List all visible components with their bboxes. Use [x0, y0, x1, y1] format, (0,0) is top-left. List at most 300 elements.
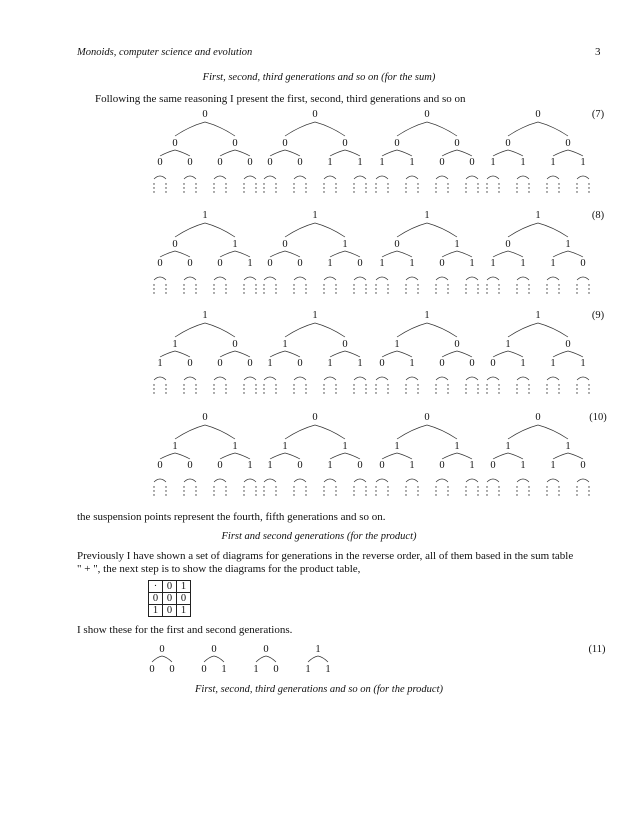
tree-leaf-node: 1: [327, 460, 333, 471]
suspension-dot: [305, 388, 306, 389]
tree-leaf-node: 1: [379, 157, 385, 168]
tree-leaf-node: 0: [157, 460, 163, 471]
suspension-dot: [335, 284, 336, 285]
table-cell: ·: [149, 581, 163, 593]
tree-leaf-node: 1: [357, 358, 363, 369]
suspension-dot: [293, 292, 294, 293]
tree-leaf-node: 0: [157, 157, 163, 168]
suspension-dot: [576, 292, 577, 293]
suspension-dot: [213, 284, 214, 285]
suspension-dot: [353, 494, 354, 495]
suspension-dot: [165, 494, 166, 495]
suspension-dot: [498, 490, 499, 491]
suspension-dot: [528, 191, 529, 192]
continuation-arc: [354, 377, 366, 380]
tree-edge: [397, 150, 412, 156]
tree-edge: [538, 425, 568, 439]
suspension-dot: [195, 486, 196, 487]
tree-edge: [285, 251, 300, 257]
suspension-dot: [447, 490, 448, 491]
tree-root-node: 1: [312, 210, 318, 221]
continuation-arc: [466, 277, 478, 280]
suspension-dot: [465, 490, 466, 491]
product-table-row: [149, 605, 191, 617]
suspension-dot: [225, 292, 226, 293]
suspension-dot: [153, 494, 154, 495]
table-cell: 0: [177, 593, 191, 605]
tree-root-node: 1: [535, 310, 541, 321]
suspension-dot: [225, 288, 226, 289]
suspension-dot: [516, 284, 517, 285]
suspension-dot: [465, 486, 466, 487]
suspension-dot: [275, 284, 276, 285]
suspension-dot: [353, 284, 354, 285]
suspension-dot: [387, 284, 388, 285]
suspension-dot: [477, 384, 478, 385]
suspension-dot: [275, 183, 276, 184]
suspension-dot: [486, 187, 487, 188]
suspension-dot: [255, 494, 256, 495]
tree-root-node: 1: [312, 310, 318, 321]
tree-edge: [175, 323, 205, 337]
suspension-dot: [183, 284, 184, 285]
suspension-dot: [528, 187, 529, 188]
suspension-dot: [558, 494, 559, 495]
tree-edge: [152, 656, 162, 662]
suspension-dot: [213, 292, 214, 293]
continuation-arc: [324, 176, 336, 179]
tree-edge: [553, 251, 568, 257]
continuation-arc: [406, 479, 418, 482]
suspension-dot: [275, 292, 276, 293]
suspension-dot: [486, 494, 487, 495]
product-root-node: 0: [263, 644, 269, 655]
tree-leaf-node: 1: [520, 258, 526, 269]
suspension-dot: [516, 187, 517, 188]
suspension-dot: [576, 388, 577, 389]
suspension-dot: [375, 284, 376, 285]
suspension-dot: [447, 392, 448, 393]
tree-edge: [538, 122, 568, 136]
suspension-dot: [263, 392, 264, 393]
suspension-dot: [293, 183, 294, 184]
tree-edge: [214, 656, 224, 662]
suspension-dot: [558, 388, 559, 389]
suspension-dot: [153, 384, 154, 385]
suspension-dot: [335, 392, 336, 393]
tree-leaf-node: 0: [490, 358, 496, 369]
tree-edge: [235, 251, 250, 257]
suspension-dot: [477, 187, 478, 188]
suspension-dot: [275, 187, 276, 188]
tree-leaf-node: 0: [469, 358, 475, 369]
tree-edge: [315, 122, 345, 136]
tree-leaf-node: 0: [379, 358, 385, 369]
suspension-dot: [153, 486, 154, 487]
continuation-arc: [577, 176, 589, 179]
suspension-dot: [477, 490, 478, 491]
suspension-dot: [293, 494, 294, 495]
suspension-dot: [516, 292, 517, 293]
product-table-row: [149, 593, 191, 605]
suspension-dot: [387, 191, 388, 192]
suspension-dot: [243, 388, 244, 389]
suspension-dot: [243, 187, 244, 188]
suspension-dot: [516, 388, 517, 389]
suspension-dot: [183, 191, 184, 192]
tree-leaf-node: 1: [379, 258, 385, 269]
suspension-dot: [528, 288, 529, 289]
suspension-dot: [558, 284, 559, 285]
suspension-dot: [498, 486, 499, 487]
continuation-arc: [324, 277, 336, 280]
suspension-dot: [275, 288, 276, 289]
suspension-dot: [465, 191, 466, 192]
equation-number: (7): [591, 109, 605, 120]
suspension-dot: [165, 284, 166, 285]
suspension-dot: [353, 388, 354, 389]
suspension-dot: [153, 392, 154, 393]
suspension-dot: [465, 494, 466, 495]
equation-number: (8): [591, 210, 605, 221]
suspension-dot: [576, 191, 577, 192]
continuation-arc: [577, 377, 589, 380]
suspension-dot: [353, 183, 354, 184]
suspension-dot: [588, 494, 589, 495]
continuation-arc: [376, 277, 388, 280]
suspension-dot: [183, 392, 184, 393]
tree-leaf-node: 0: [580, 460, 586, 471]
tree-leaf-node: 0: [157, 258, 163, 269]
tree-root-node: 0: [535, 412, 541, 423]
product-root-node: 0: [211, 644, 217, 655]
suspension-dot: [528, 388, 529, 389]
tree-edge: [175, 351, 190, 357]
suspension-dot: [263, 388, 264, 389]
suspension-dot: [435, 187, 436, 188]
suspension-dot: [486, 284, 487, 285]
suspension-dot: [498, 494, 499, 495]
tree-leaf-node: 1: [327, 157, 333, 168]
suspension-dot: [353, 486, 354, 487]
tree-edge: [508, 223, 538, 237]
tree-leaf-node: 1: [247, 258, 253, 269]
suspension-dot: [465, 384, 466, 385]
suspension-dot: [477, 388, 478, 389]
tree-root-node: 0: [312, 412, 318, 423]
suspension-dot: [477, 486, 478, 487]
tree-edge: [162, 656, 172, 662]
continuation-arc: [577, 277, 589, 280]
suspension-dot: [183, 384, 184, 385]
suspension-dot: [465, 288, 466, 289]
suspension-dot: [528, 292, 529, 293]
suspension-dot: [335, 384, 336, 385]
suspension-dot: [153, 284, 154, 285]
tree-child-node: 1: [454, 441, 460, 452]
continuation-arc: [294, 479, 306, 482]
suspension-dot: [576, 284, 577, 285]
suspension-dot: [365, 187, 366, 188]
tree-child-node: 1: [342, 441, 348, 452]
suspension-dot: [183, 490, 184, 491]
tree-edge: [345, 351, 360, 357]
suspension-dot: [263, 384, 264, 385]
suspension-dot: [213, 183, 214, 184]
tree-edge: [442, 150, 457, 156]
tree-leaf-node: 0: [297, 358, 303, 369]
suspension-dot: [588, 191, 589, 192]
suspension-dot: [558, 490, 559, 491]
tree-edge: [285, 122, 315, 136]
suspension-dot: [293, 187, 294, 188]
continuation-arc: [154, 377, 166, 380]
suspension-dot: [335, 187, 336, 188]
suspension-dot: [417, 292, 418, 293]
suspension-dot: [335, 388, 336, 389]
suspension-dot: [293, 486, 294, 487]
continuation-arc: [376, 479, 388, 482]
suspension-dot: [465, 187, 466, 188]
suspension-dot: [263, 183, 264, 184]
tree-leaf-node: 1: [409, 358, 415, 369]
continuation-arc: [376, 377, 388, 380]
tree-edge: [285, 453, 300, 459]
suspension-dot: [323, 183, 324, 184]
tree-leaf-node: 1: [550, 258, 556, 269]
suspension-dot: [195, 388, 196, 389]
suspension-dot: [387, 187, 388, 188]
suspension-dot: [375, 494, 376, 495]
suspension-dot: [195, 288, 196, 289]
tree-leaf-node: 1: [357, 157, 363, 168]
tree-leaf-node: 1: [520, 157, 526, 168]
suspension-dot: [405, 494, 406, 495]
suspension-dot: [498, 183, 499, 184]
suspension-dot: [417, 388, 418, 389]
table-cell: 0: [163, 581, 177, 593]
tree-child-node: 1: [342, 239, 348, 250]
suspension-dot: [153, 288, 154, 289]
tree-edge: [508, 351, 523, 357]
suspension-dot: [498, 292, 499, 293]
caption-sum-generations: First, second, third generations and so on (for the sum): [202, 72, 436, 83]
suspension-dot: [243, 183, 244, 184]
suspension-dot: [435, 494, 436, 495]
tree-leaf-node: 0: [217, 358, 223, 369]
suspension-dot: [255, 284, 256, 285]
suspension-dot: [323, 392, 324, 393]
tree-leaf-node: 0: [439, 358, 445, 369]
suspension-dot: [335, 292, 336, 293]
table-cell: 1: [177, 581, 191, 593]
tree-leaf-node: 1: [247, 460, 253, 471]
suspension-dot: [225, 494, 226, 495]
tree-edge: [160, 453, 175, 459]
suspension-dot: [516, 384, 517, 385]
suspension-dot: [447, 292, 448, 293]
suspension-dot: [255, 486, 256, 487]
tree-edge: [330, 251, 345, 257]
tree-child-node: 1: [172, 441, 178, 452]
suspension-dot: [576, 288, 577, 289]
tree-edge: [270, 150, 285, 156]
suspension-dot: [365, 494, 366, 495]
tree-leaf-node: 1: [520, 358, 526, 369]
suspension-dot: [528, 490, 529, 491]
continuation-arc: [154, 479, 166, 482]
suspension-dot: [365, 191, 366, 192]
suspension-dot: [375, 392, 376, 393]
product-trees-figure: [0, 638, 638, 678]
suspension-dot: [447, 486, 448, 487]
suspension-dot: [516, 191, 517, 192]
tree-edge: [220, 150, 235, 156]
suspension-dot: [477, 494, 478, 495]
suspension-dot: [275, 486, 276, 487]
tree-edge: [493, 150, 508, 156]
suspension-dot: [588, 392, 589, 393]
suspension-dot: [405, 392, 406, 393]
tree-child-node: 0: [394, 138, 400, 149]
continuation-arc: [294, 277, 306, 280]
tree-edge: [442, 251, 457, 257]
product-root-node: 0: [159, 644, 165, 655]
tree-child-node: 1: [565, 441, 571, 452]
suspension-dot: [183, 388, 184, 389]
tree-edge: [285, 425, 315, 439]
tree-edge: [397, 425, 427, 439]
tree-leaf-node: 1: [409, 460, 415, 471]
tree-leaf-node: 0: [217, 258, 223, 269]
tree-edge: [318, 656, 328, 662]
tree-edge: [553, 150, 568, 156]
suspension-dot: [447, 284, 448, 285]
tree-edge: [493, 453, 508, 459]
suspension-dot: [516, 494, 517, 495]
tree-edge: [457, 453, 472, 459]
tree-edge: [285, 351, 300, 357]
suspension-dot: [165, 388, 166, 389]
tree-edge: [175, 425, 205, 439]
suspension-dot: [405, 183, 406, 184]
suspension-dot: [323, 490, 324, 491]
tree-child-node: 0: [342, 339, 348, 350]
continuation-arc: [214, 176, 226, 179]
tree-child-node: 1: [454, 239, 460, 250]
suspension-dot: [243, 486, 244, 487]
tree-edge: [397, 122, 427, 136]
suspension-dot: [435, 292, 436, 293]
suspension-dot: [576, 494, 577, 495]
continuation-arc: [184, 277, 196, 280]
tree-edge: [397, 223, 427, 237]
suspension-dot: [558, 183, 559, 184]
continuation-arc: [264, 277, 276, 280]
suspension-dot: [387, 388, 388, 389]
suspension-dot: [153, 388, 154, 389]
tree-edge: [508, 323, 538, 337]
continuation-arc: [214, 479, 226, 482]
suspension-dot: [447, 187, 448, 188]
suspension-dot: [305, 284, 306, 285]
suspension-dot: [165, 191, 166, 192]
suspension-dot: [305, 486, 306, 487]
equation-number: (11): [588, 644, 606, 655]
suspension-dot: [546, 486, 547, 487]
tree-child-node: 1: [394, 339, 400, 350]
suspension-dot: [365, 292, 366, 293]
suspension-dot: [516, 486, 517, 487]
equation-number: (9): [591, 310, 605, 321]
tree-leaf-node: 0: [490, 460, 496, 471]
suspension-dot: [195, 292, 196, 293]
tree-child-node: 0: [505, 239, 511, 250]
tree-edge: [205, 223, 235, 237]
suspension-dot: [195, 284, 196, 285]
suspension-dot: [275, 191, 276, 192]
tree-leaf-node: 0: [187, 460, 193, 471]
suspension-dot: [387, 292, 388, 293]
tree-edge: [508, 251, 523, 257]
continuation-arc: [517, 479, 529, 482]
suspension-dot: [498, 388, 499, 389]
tree-edge: [235, 150, 250, 156]
continuation-arc: [244, 479, 256, 482]
tree-child-node: 1: [232, 441, 238, 452]
suspension-dot: [477, 191, 478, 192]
tree-edge: [308, 656, 318, 662]
continuation-arc: [547, 176, 559, 179]
suspension-dot: [365, 388, 366, 389]
tree-leaf-node: 1: [490, 157, 496, 168]
suspension-dot: [255, 384, 256, 385]
tree-edge: [270, 351, 285, 357]
tree-edge: [442, 453, 457, 459]
equation-number: (10): [589, 412, 607, 423]
suspension-dot: [588, 292, 589, 293]
suspension-dot: [375, 191, 376, 192]
tree-edge: [427, 425, 457, 439]
suspension-dot: [417, 191, 418, 192]
continuation-arc: [547, 479, 559, 482]
suspension-dot: [516, 490, 517, 491]
suspension-dot: [335, 191, 336, 192]
tree-leaf-node: 1: [469, 460, 475, 471]
tree-edge: [175, 453, 190, 459]
suspension-dot: [546, 191, 547, 192]
suspension-dot: [387, 384, 388, 385]
tree-root-node: 0: [202, 412, 208, 423]
tree-edge: [315, 223, 345, 237]
tree-edge: [382, 453, 397, 459]
tree-child-node: 0: [172, 138, 178, 149]
tree-edge: [205, 122, 235, 136]
suspension-dot: [213, 392, 214, 393]
suspension-dot: [417, 284, 418, 285]
suspension-dot: [546, 292, 547, 293]
suspension-dot: [243, 284, 244, 285]
suspension-dot: [243, 392, 244, 393]
suspension-dot: [335, 494, 336, 495]
suspension-dot: [255, 392, 256, 393]
suspension-dot: [263, 284, 264, 285]
suspension-dot: [213, 490, 214, 491]
product-root-node: 1: [315, 644, 321, 655]
suspension-dot: [465, 388, 466, 389]
tree-root-node: 1: [424, 210, 430, 221]
suspension-dot: [183, 486, 184, 487]
